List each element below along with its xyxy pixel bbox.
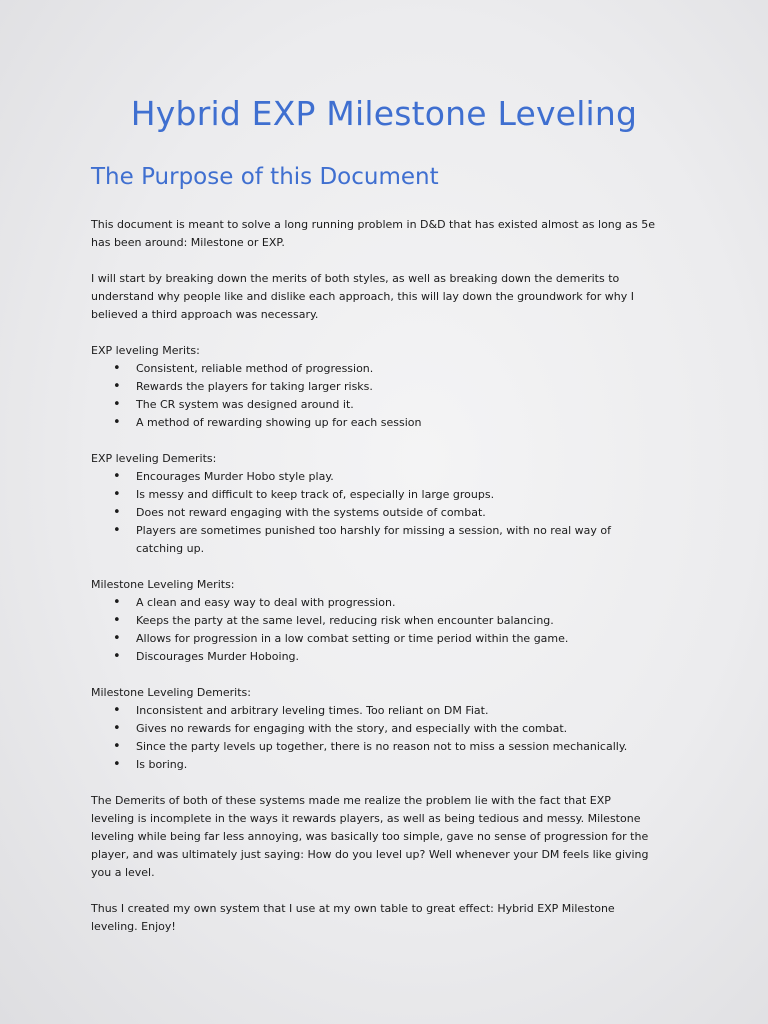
section-heading: The Purpose of this Document (91, 164, 439, 190)
list-item: • Players are sometimes punished too harshly for missing a session, with no real way of catching up. (91, 522, 657, 558)
conclusion-paragraph-2: Thus I created my own system that I use at my own table to great effect: Hybrid EXP Milestone leveling. Enjoy! (91, 902, 615, 933)
intro-paragraph-2: I will start by breaking down the merits of both styles, as well as breaking down the demerits to understand why people like and dislike each approach, this will lay down the groundwork for why I believed a third approach was necessary. (91, 272, 635, 321)
list-item: • Gives no rewards for engaging with the story, and especially with the combat. (91, 720, 657, 738)
list-item: • The CR system was designed around it. (91, 396, 657, 414)
intro-paragraph-1: This document is meant to solve a long running problem in D&D that has existed almost as long as 5e has been around: Milestone or EXP. (91, 218, 655, 249)
exp-merits-label: EXP leveling Merits: (91, 344, 200, 357)
milestone-demerits-label: Milestone Leveling Demerits: (91, 686, 251, 699)
list-item: • Is messy and difficult to keep track of, especially in large groups. (91, 486, 657, 504)
list-item: • Consistent, reliable method of progression. (91, 360, 657, 378)
exp-demerits-list (91, 468, 657, 558)
list-item: • Allows for progression in a low combat setting or time period within the game. (91, 630, 657, 648)
list-item: • Inconsistent and arbitrary leveling times. Too reliant on DM Fiat. (91, 702, 657, 720)
list-item: • Keeps the party at the same level, reducing risk when encounter balancing. (91, 612, 657, 630)
list-item: • A clean and easy way to deal with progression. (91, 594, 657, 612)
milestone-demerits-list (91, 702, 657, 774)
document-title: Hybrid EXP Milestone Leveling (130, 94, 638, 133)
milestone-merits-label: Milestone Leveling Merits: (91, 578, 235, 591)
conclusion-paragraph-1: The Demerits of both of these systems made me realize the problem lie with the fact that EXP leveling is incomplete in the ways it rewards players, as well as being tedious and messy. Milestone leveling while being far less annoying, was basically too simple, gave no sense of progression for the player, and was ultimately just saying: How do you level up? Well whenever your DM feels like giving you a level. (91, 794, 649, 879)
document-body (91, 216, 657, 936)
list-item: • Since the party levels up together, there is no reason not to miss a session mechanically. (91, 738, 657, 756)
list-item: • Encourages Murder Hobo style play. (91, 468, 657, 486)
list-item: • Does not reward engaging with the systems outside of combat. (91, 504, 657, 522)
milestone-merits-list (91, 594, 657, 666)
list-item: • Is boring. (91, 756, 657, 774)
list-item: • Discourages Murder Hoboing. (91, 648, 657, 666)
exp-merits-list (91, 360, 657, 432)
exp-demerits-label: EXP leveling Demerits: (91, 452, 217, 465)
list-item: • A method of rewarding showing up for each session (91, 414, 657, 432)
list-item: • Rewards the players for taking larger risks. (91, 378, 657, 396)
